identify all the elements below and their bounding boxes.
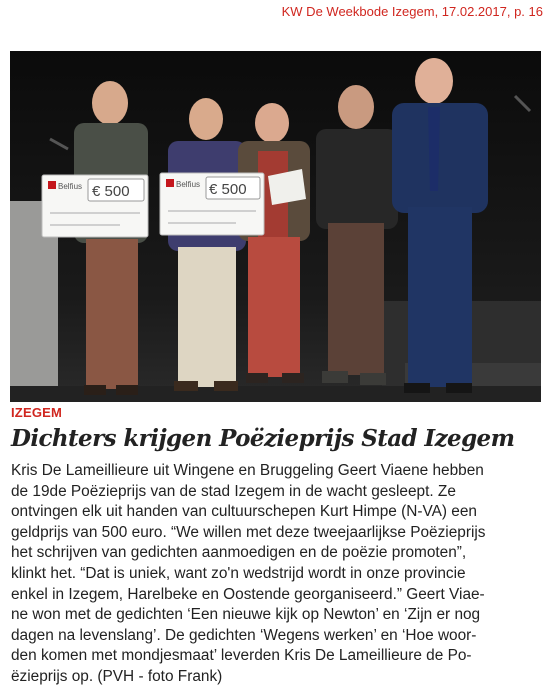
body-line: ne won met de gedichten ‘Een nieuwe kijk op Newton’ en ‘Zijn er nog [11, 606, 481, 624]
cheque [42, 175, 148, 237]
person-figure [168, 98, 246, 391]
body-line: enkel in Izegem, Harelbeke en Oostende georganiseerd.” Geert Viae- [11, 585, 485, 603]
section-kicker: IZEGEM [11, 405, 63, 420]
cheque-brand: Belfius [176, 180, 201, 189]
article-body [11, 461, 543, 688]
body-line: ontvingen elk uit handen van cultuurschepen Kurt Himpe (N-VA) een [11, 503, 477, 521]
body-line: ëzieprijs op. (PVH - foto Frank) [11, 667, 223, 685]
body-line: de 19de Poëzieprijs van de stad Izegem in de wacht gesleept. Ze [11, 482, 456, 500]
body-line: geldprijs van 500 euro. “We willen met deze tweejaarlijkse Poëzieprijs [11, 523, 486, 541]
body-line: Kris De Lameillieure uit Wingene en Bruggeling Geert Viaene hebben [11, 462, 484, 479]
cheque [160, 173, 264, 235]
article-headline: Dichters krijgen Poëzieprijs Stad Izegem [11, 425, 515, 452]
source-citation: KW De Weekbode Izegem, 17.02.2017, p. 16 [281, 4, 543, 19]
body-line: het schrijven van gedichten aanmoedigen en de poëzie promoten”, [11, 544, 467, 562]
article-photo [10, 51, 541, 402]
cheque-brand: Belfius [58, 182, 83, 191]
body-line: klinkt het. “Dat is uniek, want zo'n wedstrijd wordt in onze provincie [11, 564, 466, 582]
body-line: den komen met mondjesmaat’ leverden Kris De Lameillieure de Po- [11, 647, 472, 665]
body-line: dagen na levenslang’. De gedichten ‘Wegens werken’ en ‘Hoe woor- [11, 626, 477, 644]
cheque-amount: € 500 [92, 183, 130, 200]
cheque-amount: € 500 [209, 181, 247, 198]
person-figure [238, 103, 310, 383]
